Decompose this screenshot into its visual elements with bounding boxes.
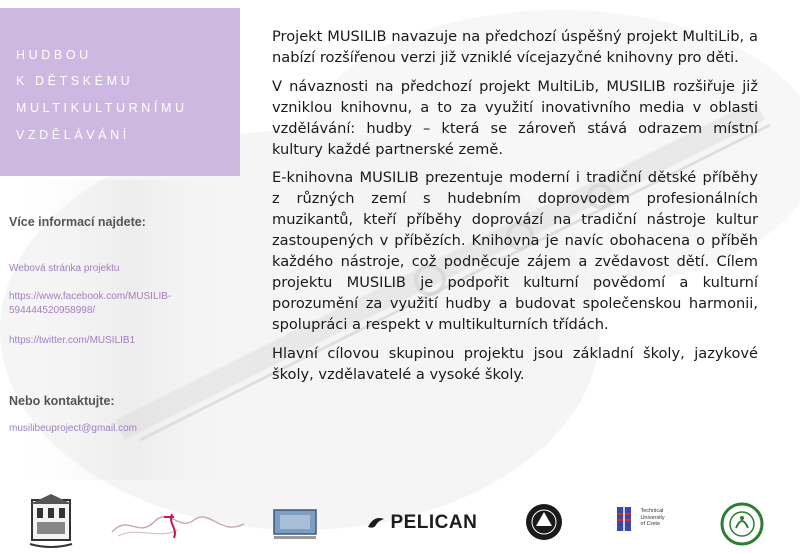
technical-university-crete-logo (616, 506, 665, 534)
tuc-line-3: of Crete (640, 521, 661, 527)
school-seal-logo (26, 492, 76, 550)
paragraph-intro: Projekt MUSILIB navazuje na předchozí úspěšný projekt MultiLib, a nabízí rozšířenou verzi již vzniklé vícejazyčné knihovny pro děti. (272, 28, 758, 66)
tuc-line-2: University (640, 514, 665, 521)
main-text (272, 27, 758, 394)
partner-logos (0, 490, 800, 554)
contact-heading: Nebo kontaktujte: (9, 394, 115, 408)
pelican-logo (366, 512, 477, 534)
twitter-link[interactable]: https://twitter.com/MUSILIB1 (9, 335, 136, 346)
pelican-bird-icon (366, 513, 386, 533)
more-info-heading: Více informací najdete: (9, 215, 146, 229)
title-line-4: VZDĚLÁVÁNÍ (16, 128, 130, 142)
international-foundation-logo (108, 510, 248, 542)
facebook-link[interactable] (9, 290, 171, 318)
title-line-3: MULTIKULTURNÍMU (16, 101, 188, 115)
email-link[interactable]: musilibeuproject@gmail.com (9, 423, 137, 434)
paragraph-continuation: V návaznosti na předchozí projekt MultiLib, MUSILIB rozšiřuje již vzniklou knihovnu, a to za využití inovativního media v oblasti vzdělávání: hudby – která se zároveň stává odrazem místní kultury každé partnerské země. (272, 77, 758, 158)
tuc-crest-icon (616, 506, 632, 534)
pelican-label: PELICAN (390, 512, 478, 533)
green-university-seal-logo (720, 502, 764, 546)
website-link[interactable]: Webová stránka projektu (9, 263, 120, 274)
title-box (0, 8, 240, 176)
title-line-1: HUDBOU (16, 48, 92, 62)
title-line-2: K DĚTSKÉMU (16, 74, 134, 88)
facebook-link-line-1: https://www.facebook.com/MUSILIB- (9, 291, 172, 302)
tuc-line-1: Technical (640, 508, 664, 514)
paragraph-elibrary: E-knihovna MUSILIB prezentuje moderní i tradiční dětské příběhy z různých zemí s hudebním doprovodem profesionálních muzikantů, kteří příběhy doprovází na tradiční nástroje kultur zastoupených v příbězích. Knihovna je navíc obohacena o příběh každého nástroje, což podněcuje zájem a zvědavost dětí. Cílem projektu MUSILIB je podpořit kulturní povědomí a kulturní porozumění za využití hudby a budovat společenskou harmonii, spolupráci a respekt v multikulturních třídách. (272, 169, 758, 333)
paragraph-target-group: Hlavní cílovou skupinou projektu jsou základní školy, jazykové školy, vzdělavatelé a vysoké školy. (272, 344, 758, 383)
blue-badge-logo (272, 508, 318, 542)
facebook-link-line-2: 594444520958998/ (9, 305, 96, 316)
round-emblem-logo (524, 502, 564, 542)
